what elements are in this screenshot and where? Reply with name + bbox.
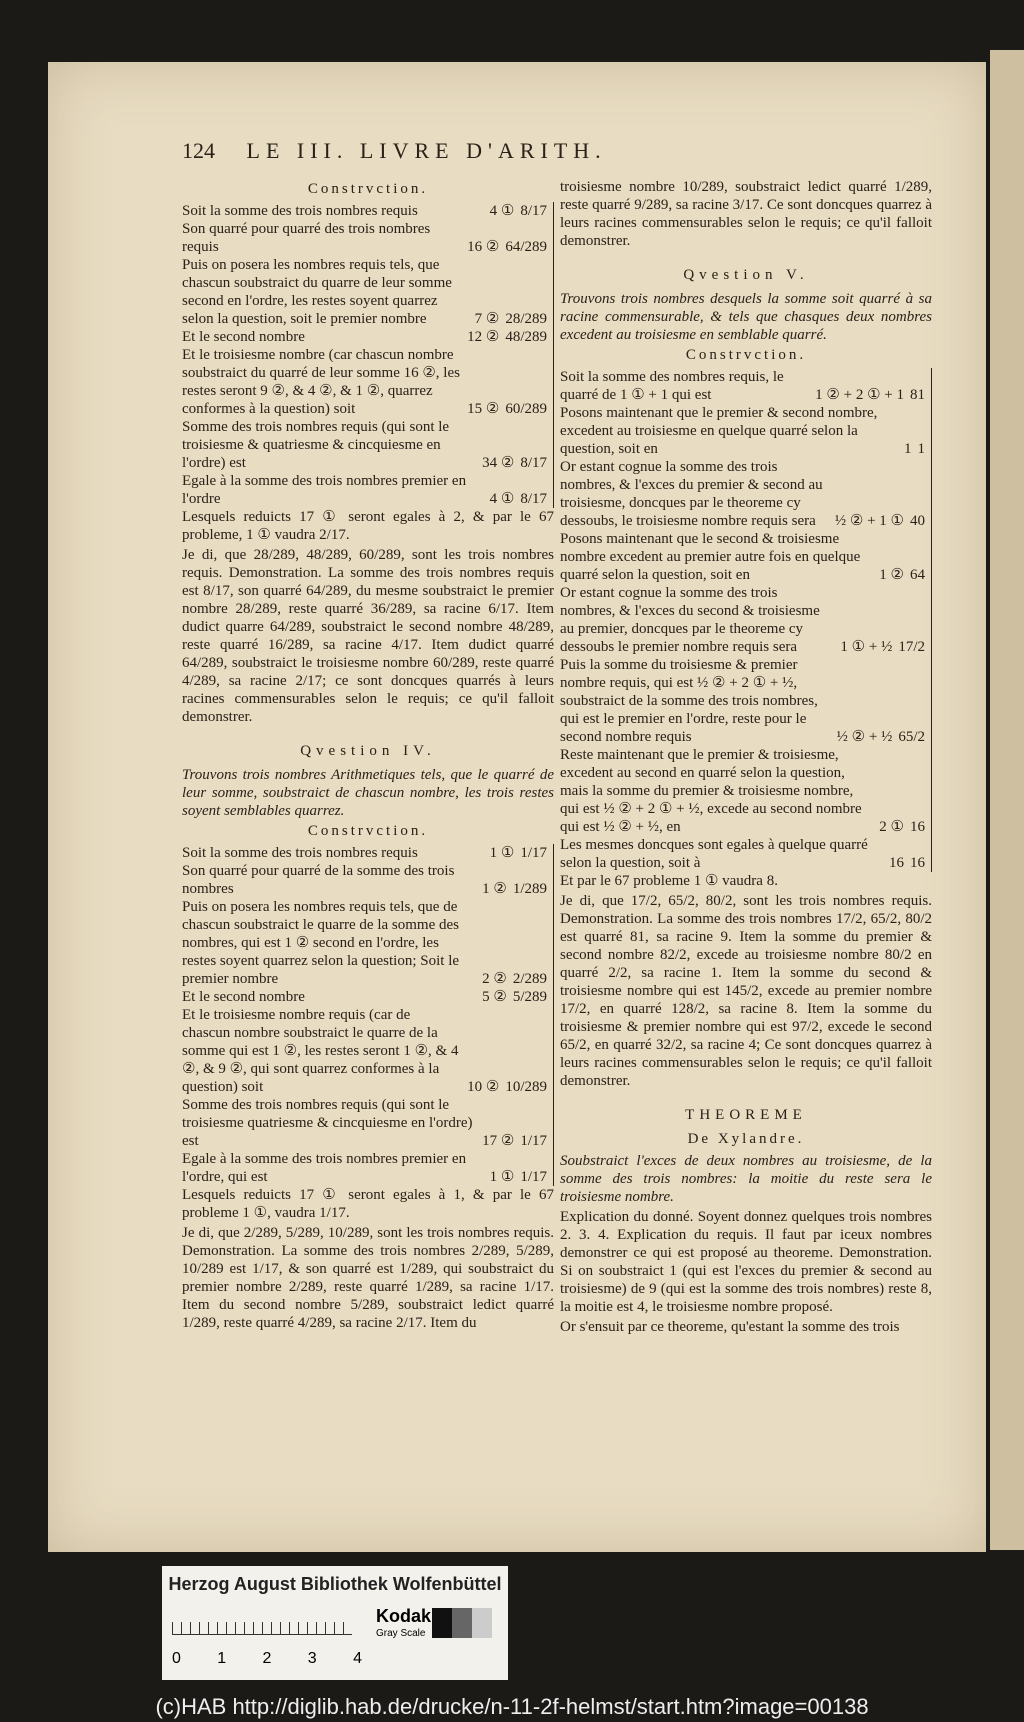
row-value: 16 ② — [467, 239, 500, 255]
construction-row — [560, 584, 932, 656]
row-margin-value: 65/2 — [898, 729, 925, 745]
construction-row — [560, 368, 932, 404]
construction-row — [560, 836, 932, 872]
paragraph: Je di, que 2/289, 5/289, 10/289, sont les trois nombres requis. Demonstration. La somme des trois nombres 2/289, 5/289, 10/289 est 1/17, & son quarré est 1/289, qui soubstraict du premier nombre 2/289, reste quarré 1/289, sa racine 1/17. Item du second nombre 5/289, soubstraict ledict quarré 1/289, reste quarré 4/289, sa racine 2/17. Item du — [182, 1225, 554, 1331]
construction-row — [560, 746, 932, 836]
ruler-tick-label: 3 — [307, 1650, 317, 1667]
construction-row — [182, 1096, 554, 1150]
page-edge — [990, 50, 1024, 1550]
row-text: Les mesmes doncques sont egales à quelque quarré selon la question, soit à — [560, 837, 868, 871]
construction-row — [182, 862, 554, 898]
right-column — [560, 178, 932, 1338]
construction-row — [182, 346, 554, 418]
ruler-tick-label: 2 — [262, 1650, 272, 1667]
row-value: 1 ① — [489, 845, 515, 861]
color-card — [162, 1566, 508, 1680]
row-margin-value: 16 — [910, 855, 925, 871]
row-value: 1 ② — [482, 881, 507, 897]
gray-swatch — [452, 1608, 472, 1638]
row-text: Et le second nombre — [182, 989, 305, 1005]
row-margin-value: 1/17 — [520, 1133, 547, 1149]
row-value: 15 ② — [467, 401, 500, 417]
row-value: 2 ① — [879, 819, 904, 835]
construction-row — [560, 404, 932, 458]
page-title: LE III. LIVRE D'ARITH. — [246, 138, 607, 163]
question-text: Trouvons trois nombres desquels la somme soit quarré à sa racine commensurable, & tels que chasques deux nombres excedent au troisiesme en semblable quarré. — [560, 291, 932, 343]
construction-row — [182, 988, 554, 1006]
row-margin-value: 8/17 — [520, 491, 547, 507]
row-text: Son quarré pour quarré de la somme des trois nombres — [182, 863, 455, 897]
row-margin-value: 64/289 — [505, 239, 547, 255]
construction-row — [560, 530, 932, 584]
running-head — [182, 138, 762, 164]
paragraph: Or s'ensuit par ce theoreme, qu'estant la somme des trois — [560, 1319, 900, 1335]
row-value: ½ ② + 1 ① — [834, 513, 904, 529]
row-value: 10 ② — [467, 1079, 500, 1095]
row-text: Puis on posera les nombres requis tels, que de chascun soubstraict le quarre de la somme des nombres, qui est 1 ② second en l'ordre, les restes soyent quarrez selon la question; Soit le premier nombre — [182, 899, 460, 987]
row-value: 12 ② — [467, 329, 500, 345]
row-margin-value: 1 — [917, 441, 925, 457]
construction-row — [182, 1150, 554, 1186]
construction-row — [182, 256, 554, 328]
row-value: 1 ② — [879, 567, 904, 583]
row-value: ½ ② + ½ — [836, 729, 893, 745]
row-margin-value: 8/17 — [520, 455, 547, 471]
row-margin-value: 10/289 — [505, 1079, 547, 1095]
construction-heading: Constrvction. — [685, 347, 807, 363]
construction-row — [182, 328, 554, 346]
row-text: Et le troisiesme nombre (car chascun nombre soubstraict du quarré de leur somme 16 ②, les restes seront 9 ②, & 4 ②, & 1 ②, quarrez conformes à la question) soit — [182, 347, 460, 417]
row-margin-value: 8/17 — [520, 203, 547, 219]
row-text: Egale à la somme des trois nombres premier en l'ordre, qui est — [182, 1151, 467, 1185]
row-text: Or estant cognue la somme des trois nombres, & l'exces du premier & second au troisiesme, doncques par le theoreme cy dessoubs, le troisiesme nombre requis sera — [560, 459, 823, 529]
row-value: 1 ② + 2 ① + 1 — [815, 387, 904, 403]
left-column — [182, 178, 554, 1334]
row-margin-value: 1/17 — [520, 845, 547, 861]
paragraph: Explication du donné. Soyent donnez quelques trois nombres 2. 3. 4. Explication du requis. Il faut par iceux nombres demonstrer ce qui est proposé au theoreme. Demonstration. Si on soubstraict 1 (qui est l'exces du premier & second au troisiesme) de 9 (qui est la somme des trois nombres) reste 8, la moitie est 4, le troisiesme nombre proposé. — [560, 1209, 932, 1315]
row-text: Posons maintenant que le premier & second nombre, excedent au troisiesme en quelque quarré selon la question, soit en — [560, 405, 878, 457]
row-margin-value: 81 — [910, 387, 925, 403]
construction-heading: Constrvction. — [307, 823, 429, 839]
row-value: 4 ① — [489, 203, 515, 219]
row-margin-value: 1/289 — [512, 881, 547, 897]
paragraph: troisiesme nombre 10/289, soubstraict ledict quarré 1/289, reste quarré 9/289, sa racine 3/17. Ce sont doncques quarrez à leurs racines commensurables selon le requis; ce qu'il falloit demonstrer. — [560, 179, 932, 249]
paragraph: Je di, que 17/2, 65/2, 80/2, sont les trois nombres requis. Demonstration. La somme des trois nombres 17/2, 65/2, 80/2 est quarré 81, sa racine 9. Item la somme du premier & second nombre 82/2, excede au troisiesme nombre 80/2 en quarré 2/2, sa racine 1. Item la somme du second & troisiesme nombre qui est 145/2, excede au premier nombre 17/2, en quarré 128/2, sa racine 8. Item la somme du troisiesme & premier nombre qui est 97/2, excede le second 65/2, en quarré 32/2, sa racine 4; Ce sont doncques quarrez à leurs racines commensurables selon le requis; ce qu'il falloit demonstrer. — [560, 893, 932, 1089]
construction-heading: Constrvction. — [307, 181, 429, 197]
paragraph: Et par le 67 probleme 1 ① vaudra 8. — [560, 873, 778, 889]
row-text: Soit la somme des trois nombres requis — [182, 203, 418, 219]
row-margin-value: 1/17 — [520, 1169, 547, 1185]
construction-row — [182, 220, 554, 256]
paragraph: Lesquels reduicts 17 ① seront egales à 2, & par le 67 probleme, 1 ① vaudra 2/17. — [182, 509, 554, 543]
theorem-text: Soubstraict l'exces de deux nombres au troisiesme, de la somme des trois nombres: la moitie du reste sera le troisiesme nombre. — [560, 1153, 932, 1205]
row-text: Puis on posera les nombres requis tels, que chascun soubstraict du quarre de leur somme second en l'ordre, les restes soyent quarrez selon la question, soit le premier nombre — [182, 257, 452, 327]
row-value: 16 — [889, 855, 904, 871]
row-text: Or estant cognue la somme des trois nombres, & l'exces du second & troisiesme au premier, doncques par le theoreme cy dessoubs le premier nombre requis sera — [560, 585, 820, 655]
construction-table — [182, 202, 554, 508]
row-value: 5 ② — [482, 989, 507, 1005]
row-text: Reste maintenant que le premier & troisiesme, excedent au second en quarré selon la question, mais la somme du premier & troisiesme nombre, qui est ½ ② + 2 ① + ½, excede au second nombre qui est ½ ② + ½, en — [560, 747, 862, 835]
construction-table — [560, 368, 932, 872]
row-value: 1 — [904, 441, 912, 457]
row-margin-value: 48/289 — [505, 329, 547, 345]
row-margin-value: 28/289 — [505, 311, 547, 327]
row-text: Somme des trois nombres requis (qui sont le troisiesme quatriesme & cincquiesme en l'ordre) est — [182, 1097, 473, 1149]
row-text: Puis la somme du troisiesme & premier nombre requis, qui est ½ ② + 2 ① + ½, soubstraict de la somme des trois nombres, qui est le premier en l'ordre, reste pour le second nombre requis — [560, 657, 818, 745]
row-value: 17 ② — [482, 1133, 515, 1149]
question-text: Trouvons trois nombres Arithmetiques tels, que le quarré de leur somme, soubstraict de chascun nombre, les trois restes soyent semblables quarrez. — [182, 767, 554, 819]
question-heading: Qvestion V. — [683, 267, 809, 283]
row-margin-value: 2/289 — [512, 971, 547, 987]
construction-row — [182, 1006, 554, 1096]
row-text: Posons maintenant que le second & troisiesme nombre excedent au premier autre fois en quelque quarré selon la question, soit en — [560, 531, 861, 583]
row-value: 1 ① + ½ — [840, 639, 893, 655]
gray-scale-label: Gray Scale — [376, 1628, 426, 1639]
construction-table — [182, 844, 554, 1186]
row-value: 1 ① — [489, 1169, 515, 1185]
row-value: 4 ① — [489, 491, 515, 507]
row-value: 34 ② — [482, 455, 515, 471]
footer-url: (c)HAB http://diglib.hab.de/drucke/n-11-2f-helmst/start.htm?image=00138 — [155, 1694, 869, 1719]
ruler — [172, 1608, 352, 1635]
gray-swatch — [432, 1608, 452, 1638]
ruler-tick-label: 0 — [172, 1650, 181, 1667]
paragraph: Je di, que 28/289, 48/289, 60/289, sont les trois nombres requis. Demonstration. La somme des trois nombres requis est 8/17, son quarré 64/289, du mesme soubstraict le premier nombre 28/289, reste quarré 36/289, sa racine 6/17. Item dudict quarre 64/289, soubstraict le second nombre 48/289, reste quarré 16/289, sa racine 4/17. Item dudict quarré 64/289, soubstraict le troisiesme nombre 60/289, reste quarré 4/289, sa racine 2/17; ce sont doncques quarrés à leurs racines commensurables selon le requis; ce qu'il falloit demonstrer. — [182, 547, 554, 725]
row-margin-value: 17/2 — [898, 639, 925, 655]
row-margin-value: 64 — [910, 567, 925, 583]
row-text: Soit la somme des trois nombres requis — [182, 845, 418, 861]
row-text: Somme des trois nombres requis (qui sont le troisiesme & quatriesme & cincquiesme en l'ordre) est — [182, 419, 450, 471]
row-text: Soit la somme des nombres requis, le quarré de 1 ① + 1 qui est — [560, 369, 784, 403]
row-text: Son quarré pour quarré des trois nombres requis — [182, 221, 431, 255]
ruler-numbers — [172, 1650, 362, 1668]
gray-swatch — [472, 1608, 492, 1638]
construction-row — [182, 844, 554, 862]
question-heading: Qvestion IV. — [300, 743, 436, 759]
ruler-tick-label: 1 — [217, 1650, 227, 1667]
row-value: 2 ② — [482, 971, 507, 987]
construction-row — [182, 418, 554, 472]
row-value: 7 ② — [474, 311, 500, 327]
construction-row — [182, 472, 554, 508]
paragraph: Lesquels reduicts 17 ① seront egales à 1, & par le 67 probleme 1 ①, vaudra 1/17. — [182, 1187, 554, 1221]
row-margin-value: 40 — [910, 513, 925, 529]
row-text: Egale à la somme des trois nombres premier en l'ordre — [182, 473, 467, 507]
ruler-tick-label: 4 — [353, 1650, 362, 1667]
row-margin-value: 60/289 — [505, 401, 547, 417]
row-margin-value: 5/289 — [512, 989, 547, 1005]
row-text: Et le second nombre — [182, 329, 305, 345]
construction-row — [182, 898, 554, 988]
construction-row — [560, 458, 932, 530]
row-margin-value: 16 — [910, 819, 925, 835]
theorem-subheading: De Xylandre. — [687, 1131, 805, 1147]
kodak-logo: Kodak — [376, 1606, 432, 1626]
construction-row — [560, 656, 932, 746]
page-number: 124 — [182, 138, 215, 163]
theorem-heading: THEOREME — [685, 1107, 807, 1123]
row-text: Et le troisiesme nombre requis (car de chascun nombre soubstraict le quarre de la somme qui est 1 ②, les restes seront 1 ②, & 4 ②, & 9 ②, qui sont quarrez conformes à la question) soit — [182, 1007, 459, 1095]
library-label: Herzog August Bibliothek Wolfenbüttel — [168, 1574, 502, 1594]
construction-row — [182, 202, 554, 220]
